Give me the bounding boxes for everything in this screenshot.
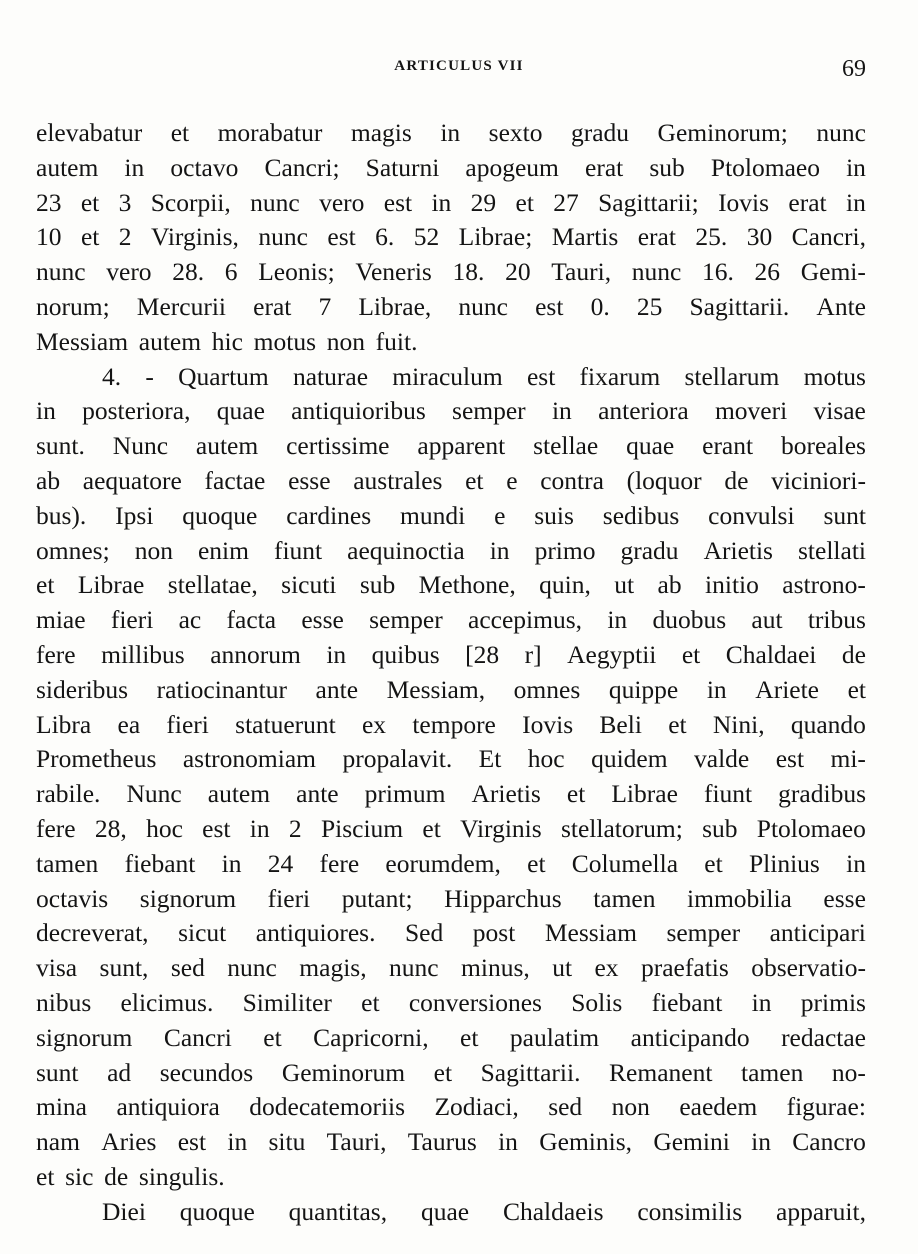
text-line: et sic de singulis. (36, 1161, 225, 1191)
text-line: bus). Ipsi quoque cardines mundi e suis sedibus convulsi sunt (36, 500, 866, 530)
text-line: Messiam autem hic motus non fuit. (36, 326, 418, 356)
text-line: decreverat, sicut antiquiores. Sed post Messiam semper anticipari (36, 918, 866, 948)
text-line: nibus elicimus. Similiter et conversiones Solis fiebant in primis (36, 987, 866, 1017)
text-line: tamen fiebant in 24 fere eorumdem, et Columella et Plinius in (36, 848, 866, 878)
text-line: et Librae stellatae, sicuti sub Methone, quin, ut ab initio astrono- (36, 570, 866, 600)
text-line: 23 et 3 Scorpii, nunc vero est in 29 et 27 Sagittarii; Iovis erat in (36, 187, 866, 217)
page-header (0, 56, 918, 86)
paragraph (36, 116, 866, 360)
text-line: ab aequatore factae esse australes et e contra (loquor de viciniori- (36, 465, 866, 495)
text-line: Prometheus astronomiam propalavit. Et hoc quidem valde est mi- (36, 744, 866, 774)
text-line: autem in octavo Cancri; Saturni apogeum erat sub Ptolomaeo in (36, 152, 866, 182)
running-title: ARTICULUS VII (394, 58, 524, 74)
text-line: Diei quoque quantitas, quae Chaldaeis consimilis apparuit, (102, 1196, 866, 1226)
text-line: fere 28, hoc est in 2 Piscium et Virginis stellatorum; sub Ptolomaeo (36, 813, 866, 843)
text-line: sunt ad secundos Geminorum et Sagittarii. Remanent tamen no- (36, 1057, 866, 1087)
paragraph (36, 360, 866, 1195)
text-line: visa sunt, sed nunc magis, nunc minus, ut ex praefatis observatio- (36, 953, 866, 983)
text-line: octavis signorum fieri putant; Hipparchus tamen immobilia esse (36, 883, 866, 913)
text-line: rabile. Nunc autem ante primum Arietis et Librae fiunt gradibus (36, 779, 866, 809)
text-line: sideribus ratiocinantur ante Messiam, omnes quippe in Ariete et (36, 674, 866, 704)
text-line: mina antiquiora dodecatemoriis Zodiaci, sed non eaedem figurae: (36, 1092, 866, 1122)
text-line: in posteriora, quae antiquioribus semper in anteriora moveri visae (36, 396, 866, 426)
page-number: 69 (842, 56, 866, 82)
paragraph (36, 1195, 866, 1230)
body-text (36, 116, 866, 1230)
text-line: miae fieri ac facta esse semper accepimus, in duobus aut tribus (36, 605, 866, 635)
text-line: nam Aries est in situ Tauri, Taurus in Geminis, Gemini in Cancro (36, 1127, 866, 1157)
text-line: sunt. Nunc autem certissime apparent stellae quae erant boreales (36, 431, 866, 461)
text-line: fere millibus annorum in quibus [28 r] Aegyptii et Chaldaei de (36, 639, 866, 669)
text-line: nunc vero 28. 6 Leonis; Veneris 18. 20 Tauri, nunc 16. 26 Gemi- (36, 257, 866, 287)
text-line: elevabatur et morabatur magis in sexto gradu Geminorum; nunc (36, 118, 866, 147)
text-line: 10 et 2 Virginis, nunc est 6. 52 Librae; Martis erat 25. 30 Cancri, (36, 222, 866, 252)
text-line: 4. - Quartum naturae miraculum est fixarum stellarum motus (102, 361, 866, 391)
text-line: signorum Cancri et Capricorni, et paulatim anticipando redactae (36, 1022, 866, 1052)
text-line: Libra ea fieri statuerunt ex tempore Iovis Beli et Nini, quando (36, 709, 866, 739)
text-line: norum; Mercurii erat 7 Librae, nunc est 0. 25 Sagittarii. Ante (36, 291, 866, 321)
text-line: omnes; non enim fiunt aequinoctia in primo gradu Arietis stellati (36, 535, 866, 565)
